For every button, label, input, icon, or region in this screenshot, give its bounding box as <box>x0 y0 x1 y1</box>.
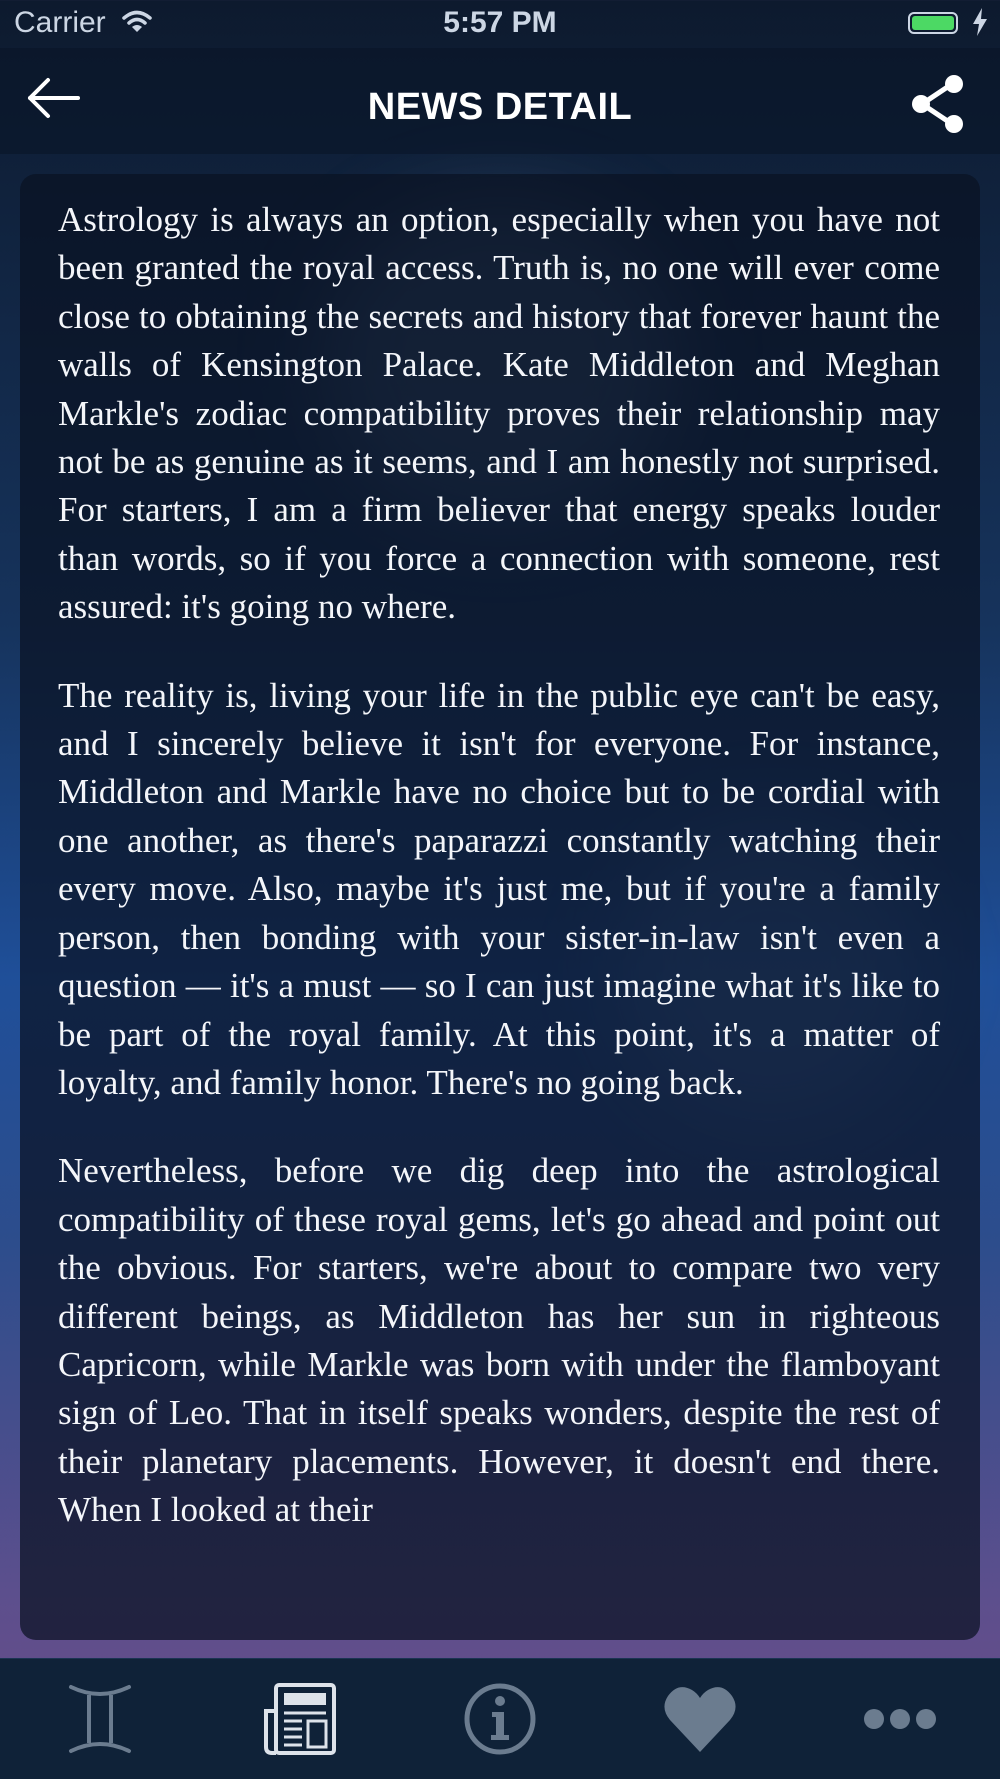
navigation-bar <box>0 48 1000 154</box>
gemini-icon <box>65 1681 135 1757</box>
status-time: 5:57 PM <box>443 6 557 39</box>
status-bar <box>0 0 1000 48</box>
battery-icon <box>908 12 958 34</box>
newspaper-icon <box>262 1681 338 1757</box>
tab-zodiac[interactable] <box>0 1659 200 1779</box>
tab-info[interactable] <box>400 1659 600 1779</box>
charging-bolt-icon <box>972 8 988 36</box>
tab-more[interactable] <box>800 1659 1000 1779</box>
article-paragraph: The reality is, living your life in the public eye can't be easy, and I sincerely believe it isn't for everyone. For instance, Middleton and Markle have no choice but to be cordial with one another, as there's paparazzi constantly watching their every move. Also, maybe it's just me, but if you're a family person, then bonding with your sister-in-law isn't even a question — it's a must — so I can just imagine what it's like to be part of the royal family. At this point, it's a matter of loyalty, and family honor. There's no going back. <box>58 675 940 1102</box>
article-paragraph: Astrology is always an option, especially when you have not been granted the royal access. Truth is, no one will ever come close to obtaining the secrets and history that forever haunt the walls of Kensington Palace. Kate Middleton and Meghan Markle's zodiac compatibility proves their relationship may not be as genuine as it seems, and I am honestly not surprised. For starters, I am a firm believer that energy speaks louder than words, so if you force a connection with someone, rest assured: it's going no where. <box>58 200 940 627</box>
tab-news[interactable] <box>200 1659 400 1779</box>
article-paragraph: Nevertheless, before we dig deep into the astrological compatibility of these royal gems, let's go ahead and point out the obvious. For starters, we're about to compare two very different beings, as Middleton has her sun in righteous Capricorn, while Markle was born with under the flamboyant sign of Leo. That in itself speaks wonders, despite the rest of their planetary placements. However, it doesn't end there. When I looked at their <box>58 1151 940 1530</box>
carrier-label: Carrier <box>14 6 106 39</box>
share-icon[interactable] <box>910 74 966 134</box>
article-body[interactable] <box>20 174 980 1640</box>
info-icon <box>462 1681 538 1757</box>
heart-icon <box>662 1684 738 1754</box>
battery-level <box>912 16 954 30</box>
tab-favorites[interactable] <box>600 1659 800 1779</box>
tab-bar <box>0 1658 1000 1779</box>
page-title: NEWS DETAIL <box>367 86 633 128</box>
more-icon <box>862 1707 938 1731</box>
